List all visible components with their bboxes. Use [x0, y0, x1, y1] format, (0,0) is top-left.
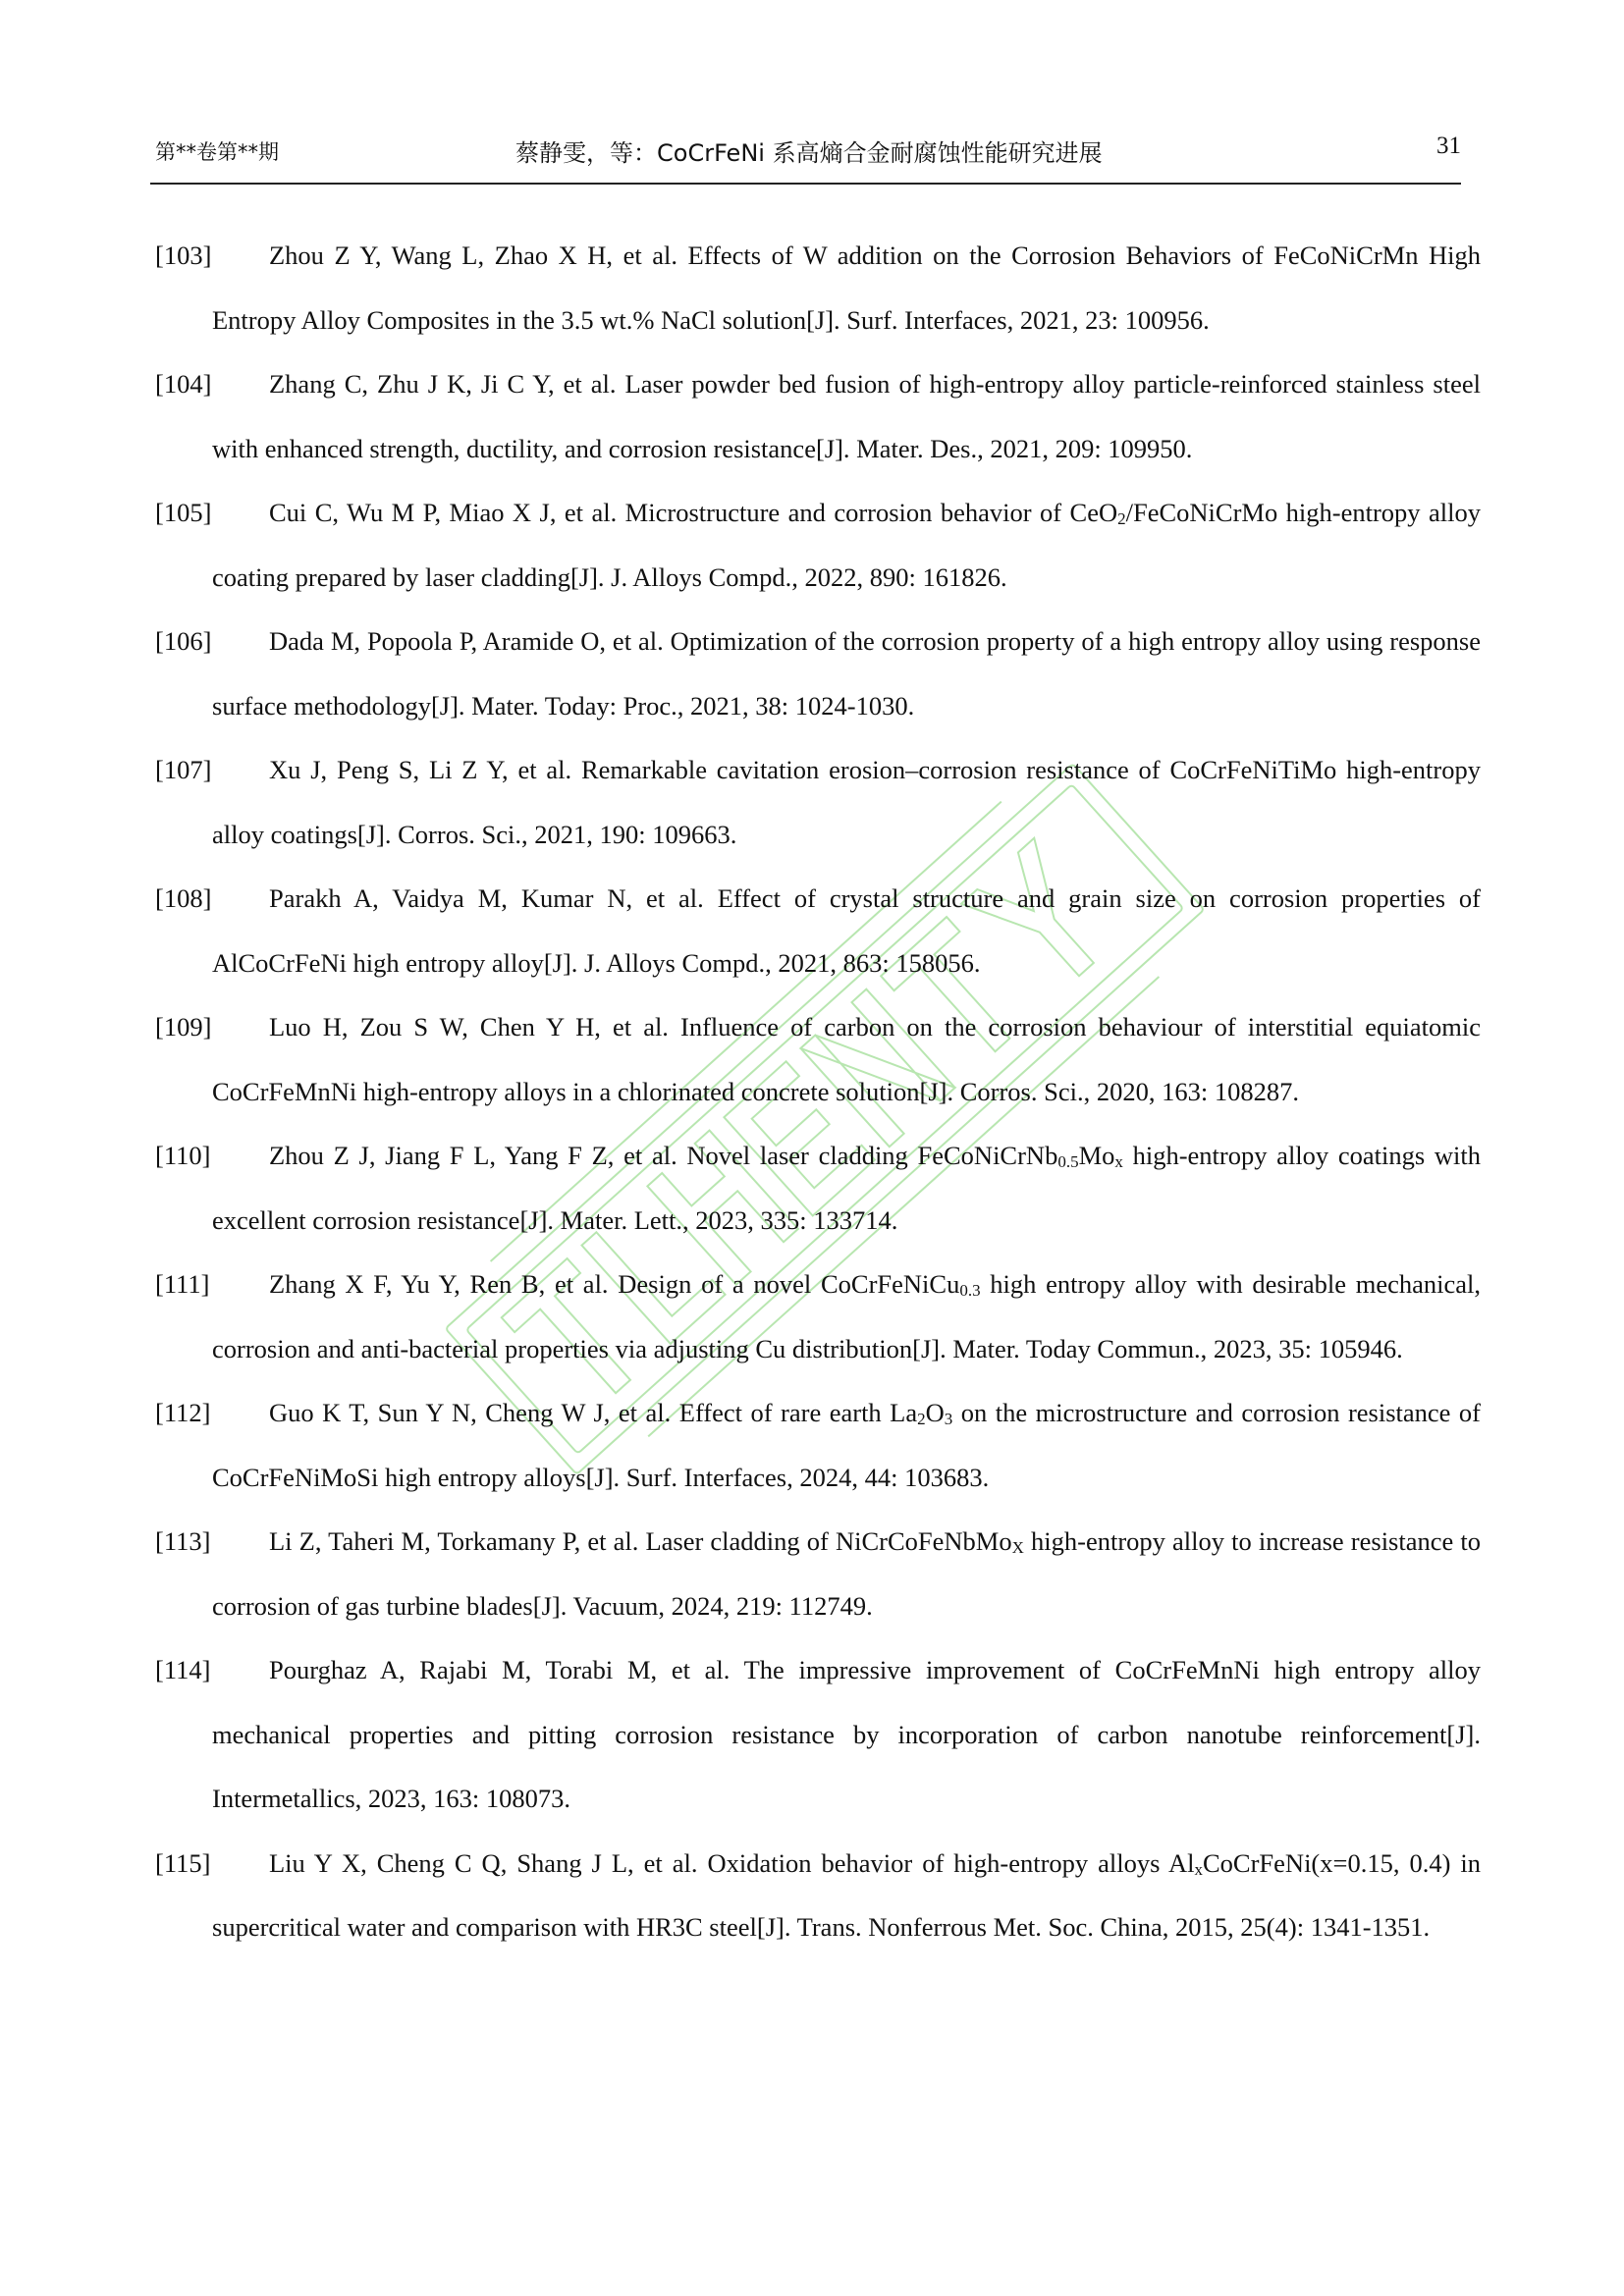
reference-item	[155, 995, 1481, 1124]
running-title: 蔡静雯，等：CoCrFeNi 系高熵合金耐腐蚀性能研究进展	[515, 139, 1103, 167]
reference-text-part: Parakh A, Vaidya M, Kumar N, et al. Effect of crystal structure and grain size on corrosion properties of AlCoCrFeNi high entropy alloy[J]. J. Alloys Compd., 2021, 863: 158056.	[212, 883, 1481, 978]
reference-text	[155, 1510, 1481, 1638]
reference-number: [111]	[155, 1269, 210, 1299]
reference-item	[155, 738, 1481, 867]
reference-text-part: high entropy alloy with desirable mechanical, corrosion and anti-bacterial properties via adjusting Cu distribution[J]. Mater. Today Commun., 2023, 35: 105946.	[212, 1269, 1482, 1363]
reference-text-part: /FeCoNiCrMo high-entropy alloy coating prepared by laser cladding[J]. J. Alloys Compd., 2022, 890: 161826.	[212, 498, 1481, 592]
reference-subscript: 0.5	[1057, 1152, 1079, 1171]
reference-text	[155, 224, 1481, 352]
journal-volume-issue: 第**卷第**期	[155, 140, 279, 164]
reference-subscript: x	[1194, 1859, 1203, 1879]
reference-item	[155, 1832, 1481, 1960]
reference-item	[155, 481, 1481, 610]
reference-subscript: 2	[1117, 509, 1126, 528]
reference-text-part: Cui C, Wu M P, Miao X J, et al. Microstructure and corrosion behavior of CeO	[269, 498, 1118, 527]
reference-number: [104]	[155, 369, 212, 399]
reference-text	[155, 481, 1481, 610]
reference-text	[155, 1124, 1481, 1253]
reference-text-part: Mo	[1078, 1141, 1115, 1170]
reference-number: [108]	[155, 883, 212, 913]
reference-text-part: Li Z, Taheri M, Torkamany P, et al. Laser cladding of NiCrCoFeNbMo	[269, 1526, 1012, 1556]
reference-number: [112]	[155, 1398, 211, 1427]
reference-number: [105]	[155, 498, 212, 527]
reference-text-part: high-entropy alloy to increase resistance to corrosion of gas turbine blades[J]. Vacuum, 2024, 219: 112749.	[212, 1526, 1481, 1621]
reference-item	[155, 610, 1481, 738]
reference-item	[155, 1510, 1481, 1638]
reference-text	[155, 610, 1481, 738]
reference-number: [107]	[155, 755, 212, 784]
reference-subscript: 3	[944, 1410, 953, 1428]
reference-item	[155, 352, 1481, 481]
reference-text-part: Zhou Z J, Jiang F L, Yang F Z, et al. Novel laser cladding FeCoNiCrNb	[269, 1141, 1058, 1170]
running-header	[150, 130, 1461, 185]
reference-text-part: Dada M, Popoola P, Aramide O, et al. Optimization of the corrosion property of a high entropy alloy using response surface methodology[J]. Mater. Today: Proc., 2021, 38: 1024-1030.	[212, 626, 1481, 721]
reference-number: [110]	[155, 1141, 211, 1170]
reference-text-part: Zhang C, Zhu J K, Ji C Y, et al. Laser powder bed fusion of high-entropy alloy particle-reinforced stainless steel with enhanced strength, ductility, and corrosion resistance[J]. Mater. Des., 2021, 209: 109950.	[212, 369, 1481, 463]
reference-text-part: Zhou Z Y, Wang L, Zhao X H, et al. Effects of W addition on the Corrosion Behaviors of FeCoNiCrMn High Entropy Alloy Composites in the 3.5 wt.% NaCl solution[J]. Surf. Interfaces, 2021, 23: 100956.	[212, 240, 1481, 335]
reference-text-part: Xu J, Peng S, Li Z Y, et al. Remarkable cavitation erosion–corrosion resistance of CoCrFeNiTiMo high-entropy alloy coatings[J]. Corros. Sci., 2021, 190: 109663.	[212, 755, 1481, 849]
reference-item	[155, 1124, 1481, 1253]
reference-item	[155, 1638, 1481, 1832]
reference-text	[155, 738, 1481, 867]
reference-list	[155, 224, 1481, 1960]
reference-subscript: 0.3	[959, 1281, 981, 1300]
reference-item	[155, 1253, 1481, 1381]
reference-text	[155, 1253, 1481, 1381]
reference-text-part: Guo K T, Sun Y N, Cheng W J, et al. Effect of rare earth La	[269, 1398, 918, 1427]
reference-subscript: X	[1011, 1538, 1024, 1557]
reference-text	[155, 995, 1481, 1124]
reference-number: [103]	[155, 240, 212, 270]
reference-text	[155, 1832, 1481, 1960]
reference-text	[155, 1638, 1481, 1832]
reference-text	[155, 1381, 1481, 1510]
reference-text-part: Liu Y X, Cheng C Q, Shang J L, et al. Oxidation behavior of high-entropy alloys Al	[269, 1847, 1195, 1878]
reference-text	[155, 352, 1481, 481]
reference-number: [109]	[155, 1012, 212, 1041]
reference-item	[155, 224, 1481, 352]
reference-text-part: O	[925, 1398, 945, 1427]
reference-text-part: on the microstructure and corrosion resistance of CoCrFeNiMoSi high entropy alloys[J]. Surf. Interfaces, 2024, 44: 103683.	[212, 1398, 1481, 1492]
page-number: 31	[1436, 133, 1461, 159]
reference-item	[155, 1381, 1481, 1510]
reference-subscript: x	[1114, 1152, 1123, 1171]
reference-text	[155, 867, 1481, 995]
reference-number: [114]	[155, 1655, 211, 1684]
reference-number: [115]	[155, 1847, 211, 1878]
reference-number: [113]	[155, 1526, 211, 1556]
reference-text-part: CoCrFeNi(x=0.15, 0.4) in supercritical water and comparison with HR3C steel[J]. Trans. Nonferrous Met. Soc. China, 2015, 25(4): 1341-1351.	[212, 1847, 1481, 1942]
reference-text-part: high-entropy alloy coatings with excellent corrosion resistance[J]. Mater. Lett., 2023, 335: 133714.	[212, 1141, 1481, 1235]
reference-text-part: Luo H, Zou S W, Chen Y H, et al. Influence of carbon on the corrosion behaviour of interstitial equiatomic CoCrFeMnNi high-entropy alloys in a chlorinated concrete solution[J]. Corros. Sci., 2020, 163: 108287.	[212, 1012, 1481, 1106]
reference-number: [106]	[155, 626, 212, 656]
reference-text-part: Zhang X F, Yu Y, Ren B, et al. Design of a novel CoCrFeNiCu	[269, 1269, 960, 1299]
reference-text-part: Pourghaz A, Rajabi M, Torabi M, et al. The impressive improvement of CoCrFeMnNi high entropy alloy mechanical properties and pitting corrosion resistance by incorporation of carbon nanotube reinforcement[J]. Intermetallics, 2023, 163: 108073.	[212, 1655, 1481, 1813]
reference-subscript: 2	[917, 1410, 926, 1428]
reference-item	[155, 867, 1481, 995]
